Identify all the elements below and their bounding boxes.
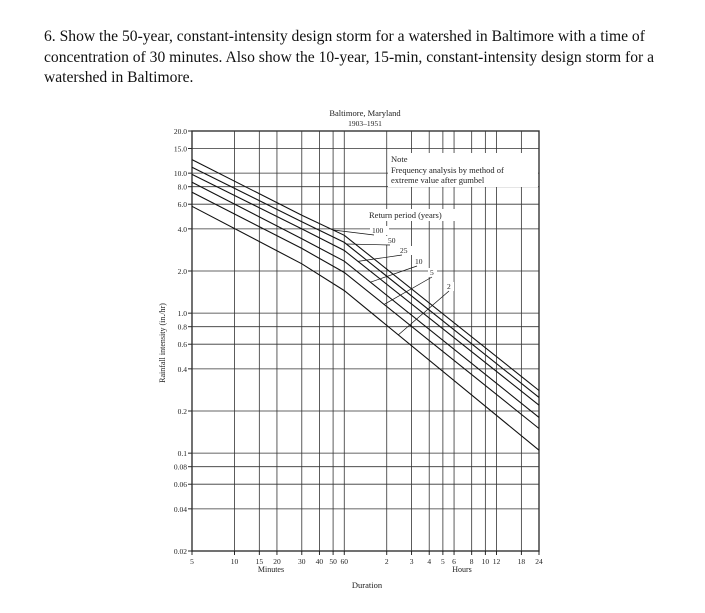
y-tick-label: 15.0 <box>173 144 187 154</box>
x-axis-label: Duration <box>351 580 383 590</box>
x-tick-label-minutes: 10 <box>230 557 239 566</box>
x-tick-label-hours: 4 <box>427 557 432 566</box>
note-title: Note <box>391 154 408 164</box>
legend-title: Return period (years) <box>369 210 442 220</box>
x-tick-label-hours: 6 <box>452 557 456 566</box>
y-tick-label: 0.04 <box>173 504 187 514</box>
return-label-leader <box>346 244 390 245</box>
y-tick-label: 10.0 <box>173 169 187 179</box>
curve-10-year <box>192 182 539 417</box>
y-tick-label: 2.0 <box>177 267 187 276</box>
chart-title: Baltimore, Maryland <box>329 108 401 118</box>
y-tick-label: 0.8 <box>177 322 187 332</box>
x-tick-label-hours: 12 <box>492 557 501 566</box>
return-label-5: 5 <box>430 268 434 277</box>
x-tick-label-minutes: 5 <box>190 557 194 566</box>
y-tick-label: 0.4 <box>177 364 187 374</box>
y-tick-label: 0.2 <box>177 407 187 416</box>
x-tick-label-hours: 5 <box>441 557 445 566</box>
question-text: 6. Show the 50-year, constant-intensity design storm for a watershed in Baltimore with a time of concentration of 30 minutes. Also show the 10-year, 15-min, constant-intensity design storm for a watershed in Baltimore. <box>44 28 655 86</box>
curve-5-year <box>192 192 539 428</box>
return-label-2: 2 <box>447 282 451 291</box>
curve-50-year <box>192 167 539 397</box>
y-axis-label: Rainfall intensity (in./hr) <box>158 303 167 383</box>
note-line-2: extreme value after gumbel <box>391 175 485 185</box>
y-tick-label: 0.06 <box>173 480 187 490</box>
return-label-100: 100 <box>372 226 384 235</box>
chart-grid <box>188 131 539 555</box>
x-tick-label-hours: 3 <box>409 557 414 566</box>
x-tick-label-hours: 18 <box>517 557 526 566</box>
y-tick-label: 8.0 <box>177 182 187 192</box>
x-tick-label-hours: 24 <box>535 557 543 566</box>
note-line-1: Frequency analysis by method of <box>391 165 504 175</box>
x-unit-minutes-label: Minutes <box>257 565 285 574</box>
x-tick-label-minutes: 40 <box>315 557 324 566</box>
x-tick-label-hours: 8 <box>469 557 474 566</box>
y-tick-label: 20.0 <box>173 127 187 136</box>
chart-series <box>192 160 539 451</box>
y-tick-label: 6.0 <box>177 200 187 210</box>
curve-2-year <box>192 206 539 450</box>
y-tick-label: 0.08 <box>173 462 187 472</box>
x-tick-label-minutes: 50 <box>329 557 337 566</box>
x-unit-hours-label: Hours <box>452 565 472 574</box>
y-tick-label: 1.0 <box>177 309 187 319</box>
x-tick-label-minutes: 15 <box>255 557 264 566</box>
x-tick-label-minutes: 60 <box>340 557 349 566</box>
y-tick-label: 0.6 <box>177 340 187 350</box>
y-tick-label: 0.02 <box>173 547 187 556</box>
plot-frame <box>192 131 539 551</box>
return-label-50: 50 <box>388 236 396 245</box>
x-tick-label-minutes: 30 <box>298 557 306 566</box>
return-label-10: 10 <box>415 257 423 266</box>
x-tick-label-minutes: 20 <box>273 557 281 566</box>
chart-subtitle: 1903–1951 <box>348 119 382 128</box>
y-tick-label: 4.0 <box>177 224 187 234</box>
x-tick-label-hours: 10 <box>481 557 490 566</box>
return-label-leader <box>384 277 432 304</box>
y-tick-label: 0.1 <box>177 449 187 459</box>
x-tick-label-hours: 2 <box>384 557 389 566</box>
return-label-25: 25 <box>400 246 408 255</box>
